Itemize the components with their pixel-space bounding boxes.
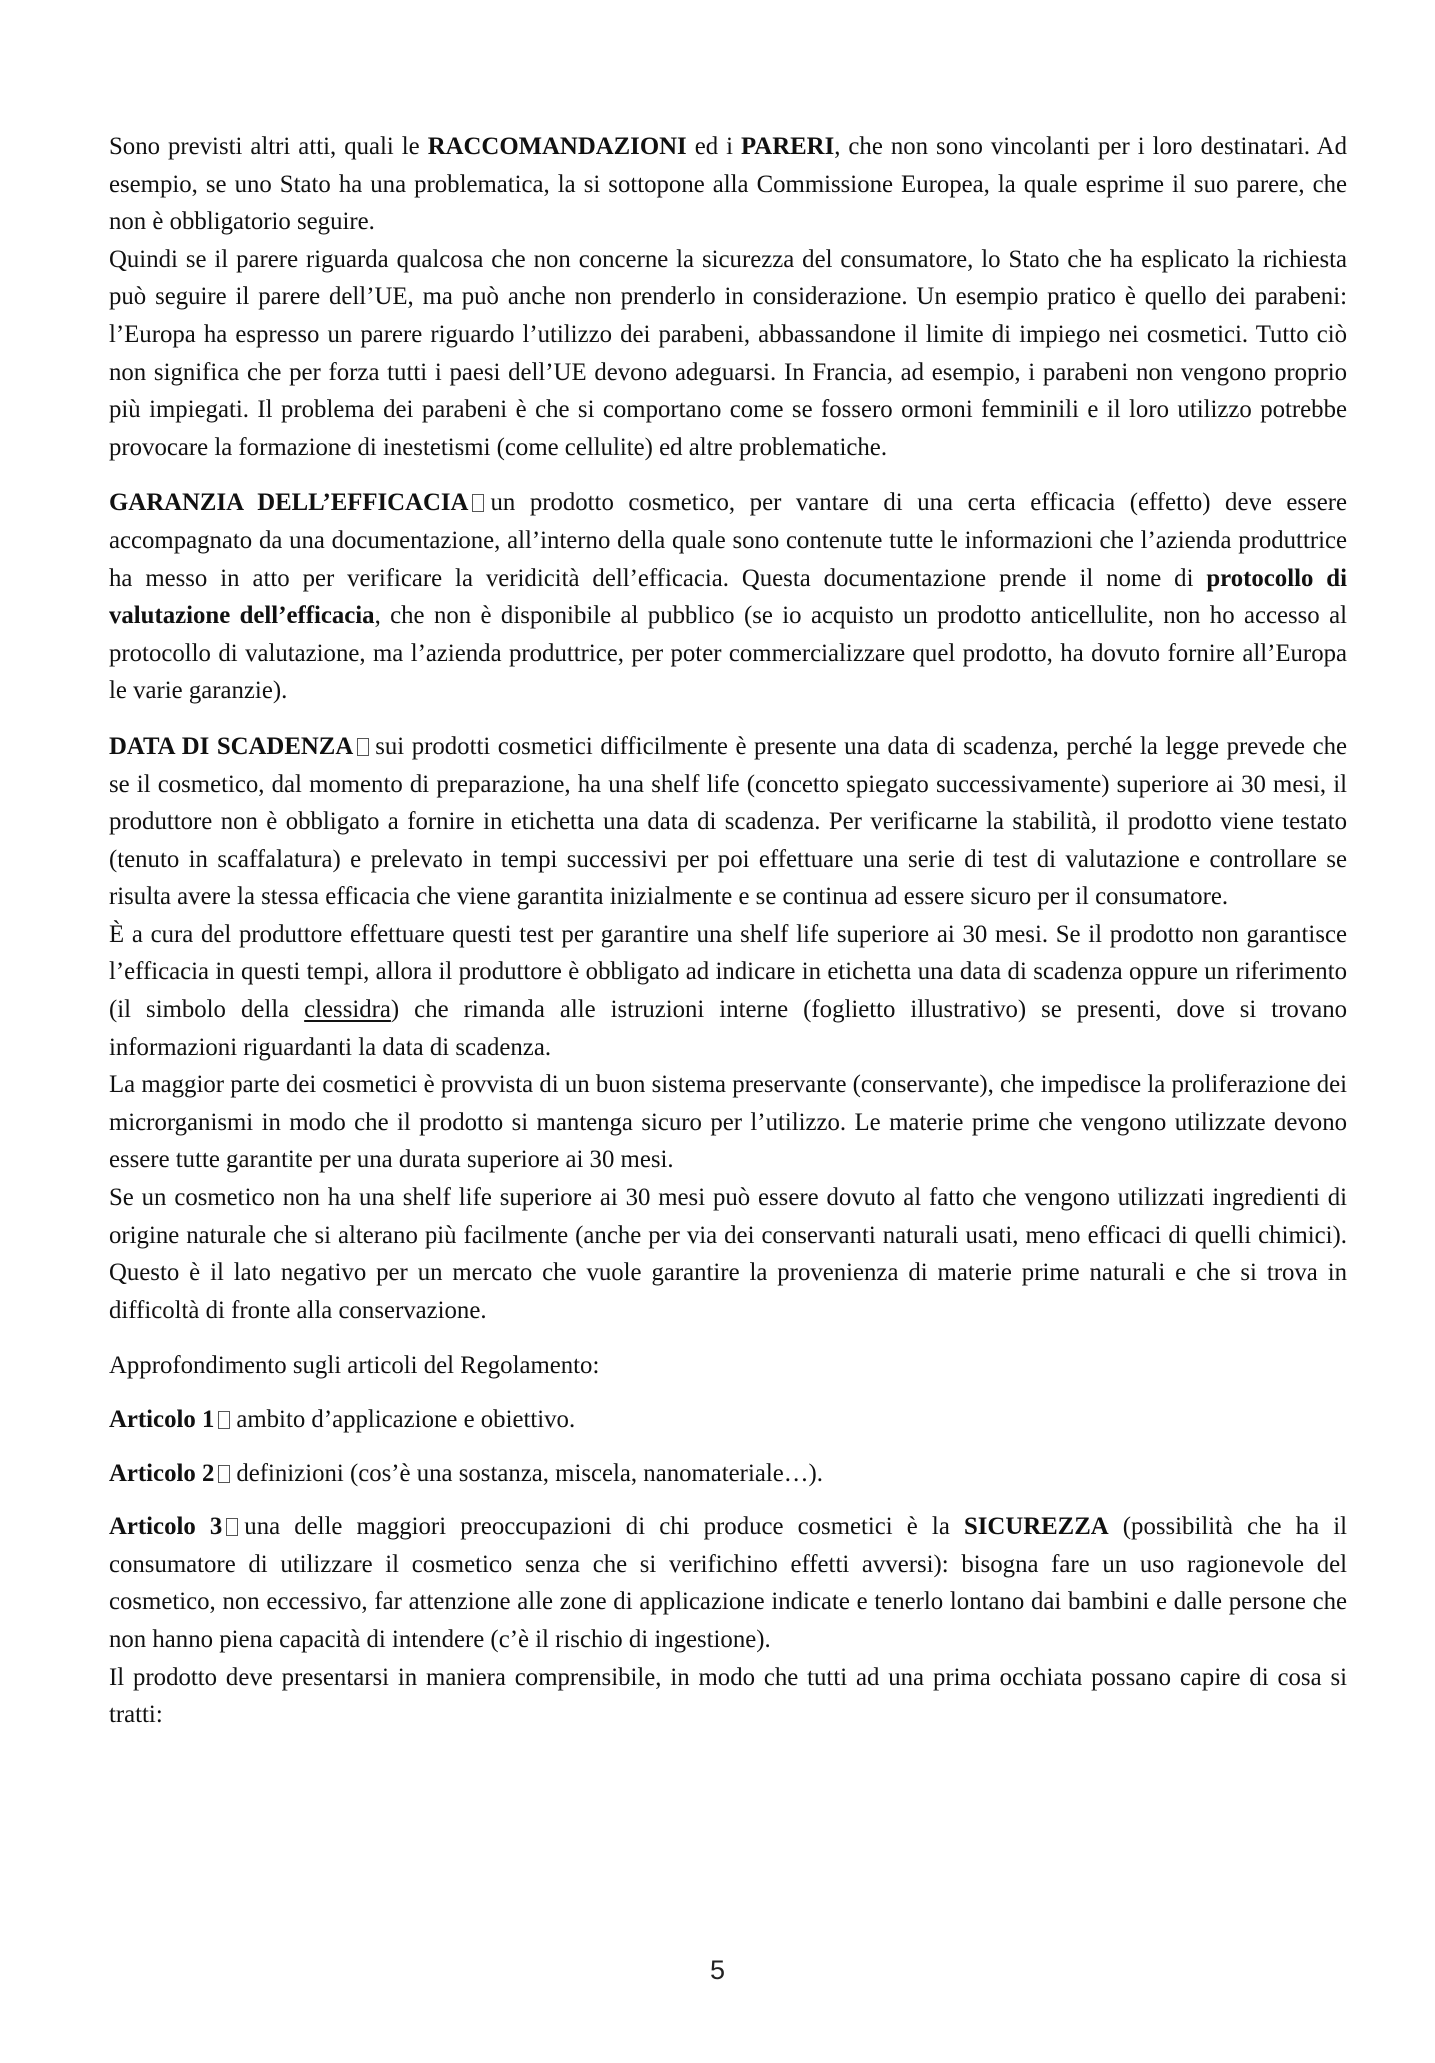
text: È a cura del produttore effettuare questi test per garantire una shelf life superiore ai 30 mesi. Se il prodotto non garantisce l’efficacia in questi tempi, allora il produttore è obbligato ad indicare in etichetta una data di scadenza oppure un riferimento (il simbolo della <box>109 920 1347 1024</box>
text: una delle maggiori preoccupazioni di chi produce cosmetici è la <box>244 1513 964 1541</box>
text: (possibilità che ha il consumatore di utilizzare il cosmetico senza che si verifichino effetti avversi): bisogna fare un uso ragionevole del cosmetico, non eccessivo, far attenzione alle zone di applicazione indicate e tenerlo lontano dai bambini e dalle persone che non hanno piena capacità di intendere (c’è il rischio di ingestione). <box>109 1513 1347 1653</box>
text: ed i <box>686 133 741 160</box>
paragraph-regulation-intro: Approfondimento sugli articoli del Regolamento: <box>109 1352 600 1380</box>
missing-glyph-icon <box>218 1465 230 1483</box>
paragraph-natural-ingredients: Se un cosmetico non ha una shelf life superiore ai 30 mesi può essere dovuto al fatto che vengono utilizzati ingredienti di origine naturale che si alterano più facilmente (anche per via dei conservanti naturali usati, meno efficaci di quelli chimici). Questo è il lato negativo per un mercato che vuole garantire la provenienza di materie prime naturali e che si trova in difficoltà di fronte alla conservazione. <box>109 1184 1347 1324</box>
text: sui prodotti cosmetici difficilmente è presente una data di scadenza, perché la legge prevede che se il cosmetico, dal momento di preparazione, ha una shelf life (concetto spiegato successivamente) superiore ai 30 mesi, il produttore non è obbligato a fornire in etichetta una data di scadenza. Per verificarne la stabilità, il prodotto viene testato (tenuto in scaffalatura) e prelevato in tempi successivi per poi effettuare una serie di test di valutazione e controllare se risulta avere la stessa efficacia che viene garantita inizialmente e se continua ad essere sicuro per il consumatore. <box>109 732 1348 911</box>
article-label: Articolo 1 <box>109 1406 215 1433</box>
text: , che non sono vincolanti per i loro destinatari. Ad esempio, se uno Stato ha una problematica, la si sottopone alla Commissione Europea, la quale esprime il suo parere, che non è obbligatorio seguire. <box>109 133 1347 236</box>
paragraph-parabeni: Quindi se il parere riguarda qualcosa che non concerne la sicurezza del consumatore, lo Stato che ha esplicato la richiesta può seguire il parere dell’UE, ma può anche non prenderlo in considerazione. Un esempio pratico è quello dei parabeni: l’Europa ha espresso un parere riguardo l’utilizzo dei parabeni, abbassandone il limite di impiego nei cosmetici. Tutto ciò non significa che per forza tutti i paesi dell’UE devono adeguarsi. In Francia, ad esempio, i parabeni non vengono proprio più impiegati. Il problema dei parabeni è che si comportano come se fossero ormoni femminili e il loro utilizzo potrebbe provocare la formazione di inestetismi (come cellulite) ed altre problematiche. <box>109 245 1347 461</box>
text: , che non è disponibile al pubblico (se io acquisto un prodotto anticellulite, non ho accesso al protocollo di valutazione, ma l’azienda produttrice, per poter commercializzare quel prodotto, ha dovuto fornire all’Europa le varie garanzie). <box>109 602 1347 705</box>
bold-term: protocollo di valutazione dell’efficacia <box>109 564 1347 630</box>
article-label: Articolo 2 <box>109 1459 215 1487</box>
bold-term: SICUREZZA <box>963 1513 1109 1541</box>
paragraph-acts <box>109 128 1347 241</box>
paragraph-producer-tests <box>109 916 1347 1066</box>
article-label: Articolo 3 <box>109 1513 223 1541</box>
missing-glyph-icon <box>226 1518 238 1536</box>
paragraph-presentation: Il prodotto deve presentarsi in maniera comprensibile, in modo che tutti ad una prima occhiata possano capire di cosa si tratti: <box>109 1663 1347 1729</box>
text: un prodotto cosmetico, per vantare di una certa efficacia (effetto) deve essere accompagnato da una documentazione, all’interno della quale sono contenute tutte le informazioni che l’azienda produttrice ha messo in atto per verificare la veridicità dell’efficacia. Questa documentazione prende il nome di <box>109 489 1347 592</box>
bold-term: RACCOMANDAZIONI <box>427 133 687 160</box>
paragraph-preservatives: La maggior parte dei cosmetici è provvista di un buon sistema preservante (conservante), che impedisce la proliferazione dei microrganismi in modo che il prodotto si mantenga sicuro per l’utilizzo. Le materie prime che vengono utilizzate devono essere tutte garantite per una durata superiore ai 30 mesi. <box>109 1071 1347 1174</box>
bold-term: PARERI <box>741 133 835 160</box>
missing-glyph-icon <box>472 494 484 512</box>
article-item <box>109 1508 1347 1658</box>
article-item <box>109 1401 1347 1439</box>
text: ) che rimanda alle istruzioni interne (foglietto illustrativo) se presenti, dove si trovano informazioni riguardanti la data di scadenza. <box>109 996 1347 1061</box>
text: Sono previsti altri atti, quali le <box>109 133 428 160</box>
article-text: ambito d’applicazione e obiettivo. <box>236 1406 576 1433</box>
missing-glyph-icon <box>218 1411 230 1429</box>
page-body <box>109 128 1347 1734</box>
section-heading: DATA DI SCADENZA <box>109 732 354 760</box>
article-item <box>109 1455 1347 1493</box>
missing-glyph-icon <box>357 738 369 756</box>
section-heading: GARANZIA DELL’EFFICACIA <box>109 489 469 517</box>
underlined-term: clessidra <box>304 996 391 1024</box>
page-number: 5 <box>709 1955 726 1985</box>
article-text: definizioni (cos’è una sostanza, miscela, nanomateriale…). <box>236 1459 823 1487</box>
paragraph-efficacy <box>109 484 1347 710</box>
paragraph-expiry <box>109 728 1347 916</box>
